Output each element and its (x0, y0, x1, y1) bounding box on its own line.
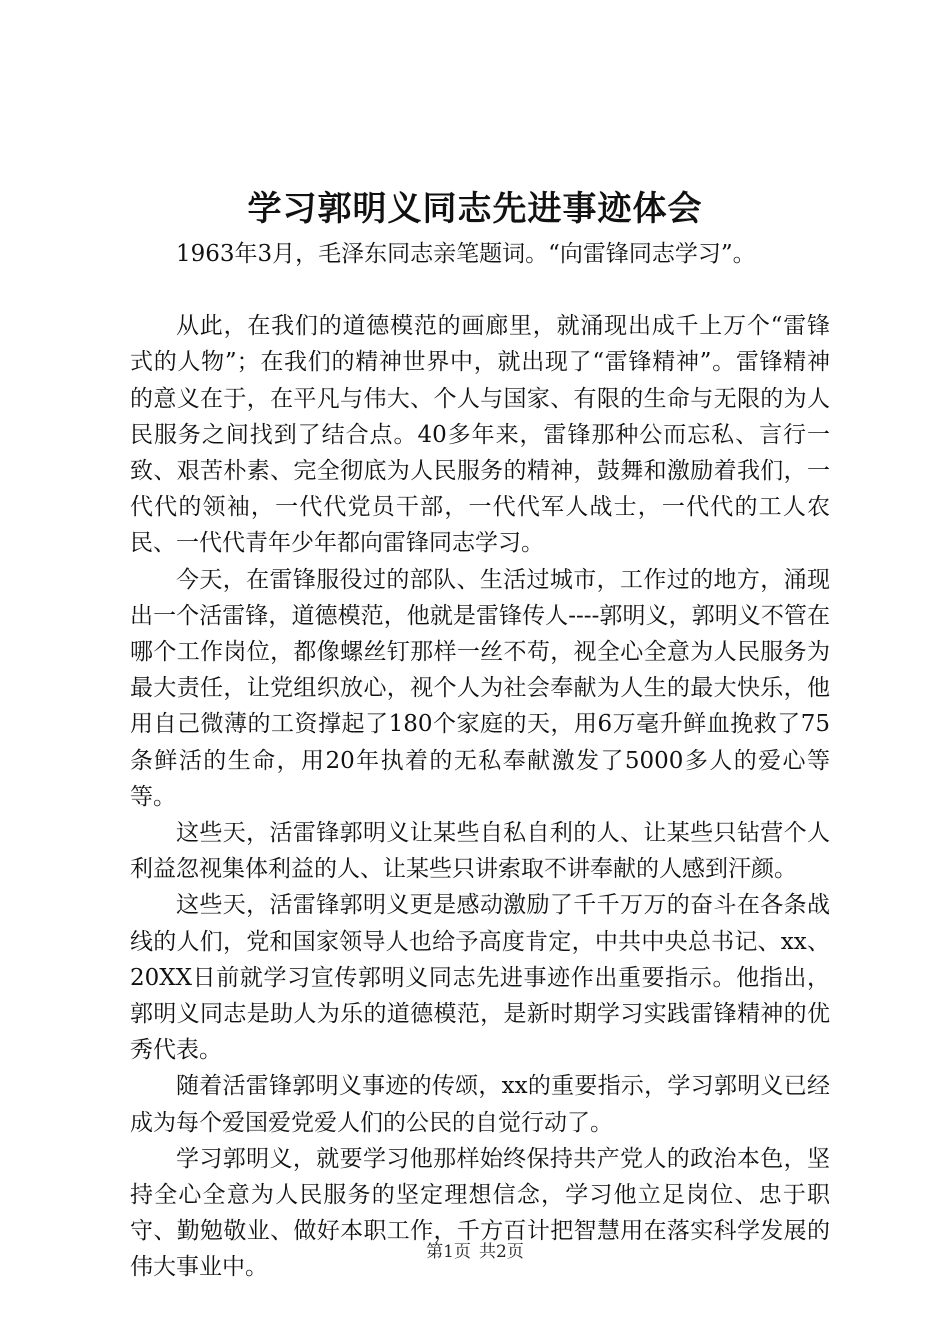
document-title: 学习郭明义同志先进事迹体会 (247, 189, 703, 229)
page-footer (0, 1240, 950, 1264)
paragraph-gap (130, 272, 830, 308)
page-total: 共2页 (479, 1242, 524, 1262)
page-number: 第1页 (426, 1242, 471, 1262)
paragraph-7: 学习郭明义，就要学习他那样始终保持共产党人的政治本色，坚持全心全意为人民服务的坚定理想信念，学习他立足岗位、忠于职守、勤勉敬业、做好本职工作，千方百计把智慧用在落实科学发展的伟大事业中。 (130, 1145, 830, 1281)
paragraph-6: 随着活雷锋郭明义事迹的传颂，xx的重要指示，学习郭明义已经成为每个爱国爱党爱人们的公民的自觉行动了。 (130, 1073, 830, 1136)
paragraph-2: 从此，在我们的道德模范的画廊里，就涌现出成千上万个“雷锋式的人物”；在我们的精神世界中，就出现了“雷锋精神”。雷锋精神的意义在于，在平凡与伟大、个人与国家、有限的生命与无限的为人民服务之间找到了结合点。40多年来，雷锋那种公而忘私、言行一致、艰苦朴素、完全彻底为人民服务的精神，鼓舞和激励着我们，一代代的领袖，一代代党员干部，一代代军人战士，一代代的工人农民、一代代青年少年都向雷锋同志学习。 (130, 313, 830, 557)
paragraph-3: 今天，在雷锋服役过的部队、生活过城市，工作过的地方，涌现出一个活雷锋，道德模范，他就是雷锋传人----郭明义，郭明义不管在哪个工作岗位，都像螺丝钉那样一丝不苟，视全心全意为人民服务为最大责任，让党组织放心，视个人为社会奉献为人生的最大快乐，他用自己微薄的工资撑起了180个家庭的天，用6万毫升鲜血挽救了75条鲜活的生命，用20年执着的无私奉献激发了5000多人的爱心等等。 (130, 566, 830, 810)
paragraph-4: 这些天，活雷锋郭明义让某些自私自利的人、让某些只钻营个人利益忽视集体利益的人、让某些只讲索取不讲奉献的人感到汗颜。 (130, 820, 830, 883)
paragraph-1: 1963年3月，毛泽东同志亲笔题词。“向雷锋同志学习”。 (176, 241, 756, 267)
document-body (130, 236, 830, 1286)
paragraph-5: 这些天，活雷锋郭明义更是感动激励了千千万万的奋斗在各条战线的人们，党和国家领导人也给予高度肯定，中共中央总书记、xx、20XX日前就学习宣传郭明义同志先进事迹作出重要指示。他指出，郭明义同志是助人为乐的道德模范，是新时期学习实践雷锋精神的优秀代表。 (130, 892, 830, 1064)
